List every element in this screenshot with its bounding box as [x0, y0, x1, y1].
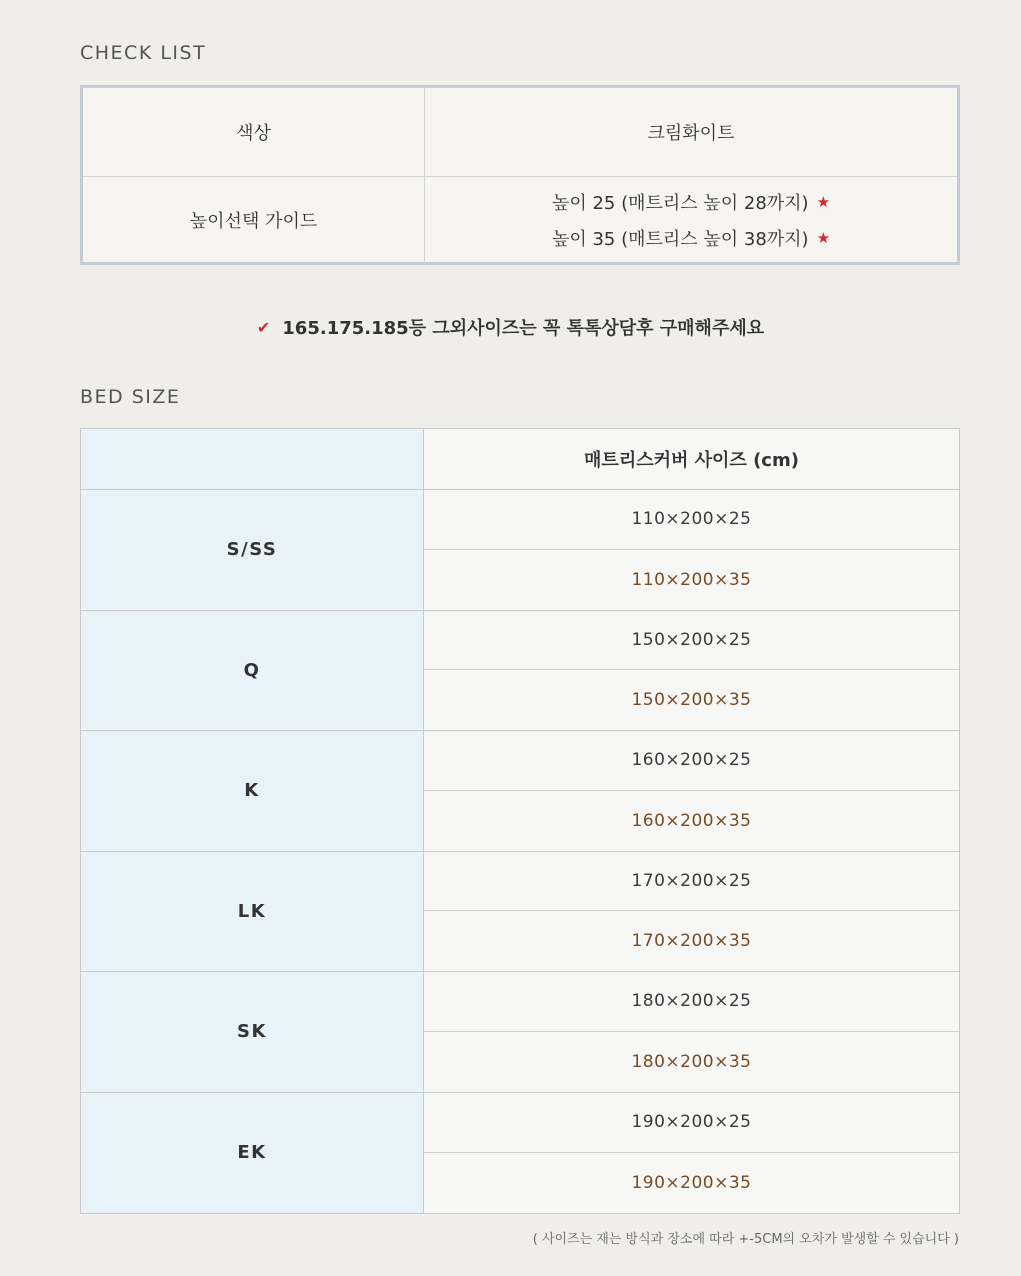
- size-group-k: [81, 731, 959, 852]
- size-value-35: 160×200×35: [631, 810, 752, 831]
- bed-size-header-row: [81, 429, 959, 490]
- size-label: LK: [81, 852, 424, 972]
- size-value-25: 180×200×25: [424, 972, 959, 1032]
- size-notice: [0, 314, 1021, 340]
- size-value-25: 170×200×25: [424, 852, 959, 912]
- size-group-lk: [81, 852, 959, 973]
- size-label: SK: [81, 972, 424, 1092]
- size-group-q: [81, 611, 959, 732]
- color-label: 색상: [83, 88, 425, 177]
- height-guide-values: [425, 177, 957, 262]
- size-tolerance-footnote: ( 사이즈는 재는 방식과 장소에 따라 +-5CM의 오차가 발생할 수 있습니다 ): [532, 1232, 959, 1247]
- size-value-35: 170×200×35: [631, 931, 752, 952]
- check-icon: ✔: [256, 317, 271, 337]
- size-value-25: 160×200×25: [424, 731, 959, 791]
- size-value-35: 150×200×35: [631, 690, 752, 711]
- notice-text: 165.175.185등 그외사이즈는 꼭 톡톡상담후 구매해주세요: [282, 318, 765, 339]
- checklist-title: CHECK LIST: [80, 42, 207, 64]
- color-value: 크림화이트: [425, 88, 957, 177]
- checklist-table: [80, 85, 960, 265]
- height-option-25: [552, 189, 830, 215]
- size-group-sss: [81, 490, 959, 611]
- height-guide-label: 높이선택 가이드: [83, 177, 425, 262]
- header-blank-cell: [81, 429, 424, 489]
- bedsize-title: BED SIZE: [80, 386, 181, 408]
- height-option-35: [552, 225, 830, 251]
- size-value-35: 190×200×35: [631, 1172, 752, 1193]
- star-icon: ★: [816, 228, 831, 247]
- size-label: K: [81, 731, 424, 851]
- star-icon: ★: [816, 192, 831, 211]
- size-value-35: 110×200×35: [631, 569, 752, 590]
- height-option-35-text: 높이 35 (매트리스 높이 38까지): [551, 228, 809, 250]
- size-label: Q: [81, 611, 424, 731]
- size-value-25: 190×200×25: [424, 1093, 959, 1153]
- size-group-ek: [81, 1093, 959, 1214]
- size-group-sk: [81, 972, 959, 1093]
- size-label: EK: [81, 1093, 424, 1214]
- height-option-25-text: 높이 25 (매트리스 높이 28까지): [551, 192, 809, 214]
- size-value-25: 150×200×25: [424, 611, 959, 671]
- size-label: S/SS: [81, 490, 424, 610]
- size-value-35: 180×200×35: [631, 1051, 752, 1072]
- cover-size-header: 매트리스커버 사이즈 (cm): [584, 450, 799, 471]
- bed-size-table: [80, 428, 960, 1214]
- size-value-25: 110×200×25: [424, 490, 959, 550]
